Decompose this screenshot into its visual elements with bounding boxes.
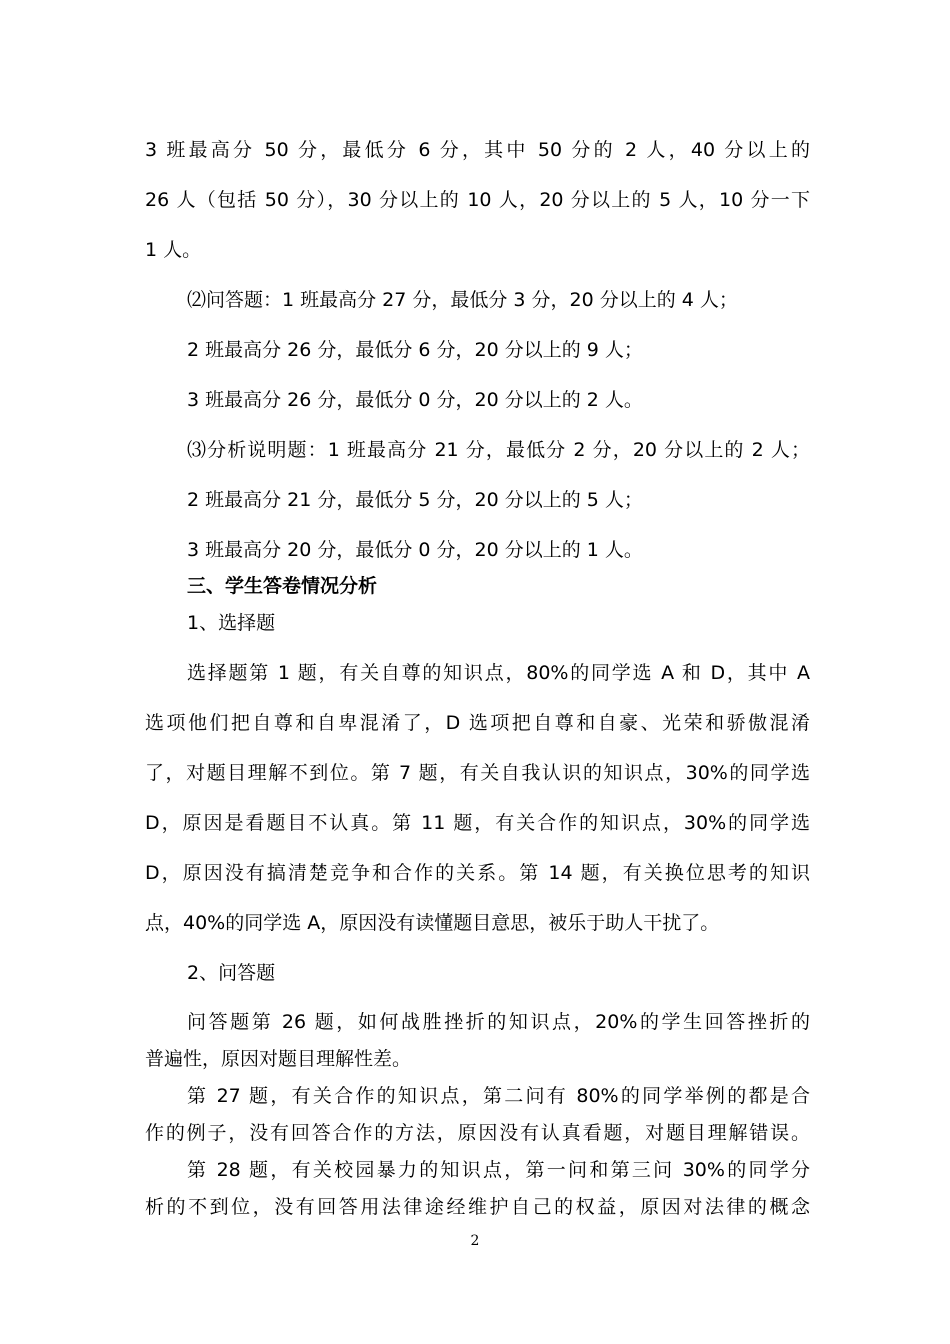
text-line-class3-choice: 3 班最高分 50 分，最低分 6 分，其中 50 分的 2 人，40 分以上的: [145, 139, 810, 161]
paragraph-q27-line-1: 第 27 题，有关合作的知识点，第二问有 80%的同学举例的都是合: [187, 1085, 810, 1107]
paragraph-choice-line-1: 选择题第 1 题，有关自尊的知识点，80%的同学选 A 和 D，其中 A: [187, 662, 810, 684]
paragraph-choice-line-3: 了，对题目理解不到位。第 7 题，有关自我认识的知识点，30%的同学选: [145, 762, 810, 784]
text-line-qa-class3: 3 班最高分 26 分，最低分 0 分，20 分以上的 2 人。: [187, 389, 643, 411]
paragraph-q28-line-1: 第 28 题，有关校园暴力的知识点，第一问和第三问 30%的同学分: [187, 1159, 810, 1181]
text-line-qa-class2: 2 班最高分 26 分，最低分 6 分，20 分以上的 9 人；: [187, 339, 643, 361]
paragraph-choice-line-2: 选项他们把自尊和自卑混淆了，D 选项把自尊和自豪、光荣和骄傲混淆: [145, 712, 810, 734]
text-line-class3-choice-cont: 26 人（包括 50 分），30 分以上的 10 人，20 分以上的 5 人，10 分一下: [145, 189, 810, 211]
paragraph-q28-line-2: 析的不到位，没有回答用法律途经维护自己的权益，原因对法律的概念: [145, 1196, 810, 1218]
paragraph-q26-line-2: 普遍性，原因对题目理解性差。: [145, 1048, 412, 1070]
text-line-qa-class1: ⑵问答题：1 班最高分 27 分，最低分 3 分，20 分以上的 4 人；: [187, 289, 738, 311]
text-line-analysis-class2: 2 班最高分 21 分，最低分 5 分，20 分以上的 5 人；: [187, 489, 643, 511]
paragraph-q26-line-1: 问答题第 26 题，如何战胜挫折的知识点，20%的学生回答挫折的: [187, 1011, 810, 1033]
text-line-analysis-class3: 3 班最高分 20 分，最低分 0 分，20 分以上的 1 人。: [187, 539, 643, 561]
text-line-class3-choice-end: 1 人。: [145, 239, 202, 261]
text-line-analysis-class1: ⑶分析说明题：1 班最高分 21 分，最低分 2 分，20 分以上的 2 人；: [187, 439, 810, 461]
subsection-heading-qa: 2、问答题: [187, 962, 276, 984]
page-number: 2: [470, 1233, 480, 1249]
section-heading: 三、学生答卷情况分析: [187, 575, 378, 597]
paragraph-q27-line-2: 作的例子，没有回答合作的方法，原因没有认真看题，对题目理解错误。: [145, 1122, 810, 1144]
paragraph-choice-line-4: D，原因是看题目不认真。第 11 题，有关合作的知识点，30%的同学选: [145, 812, 810, 834]
paragraph-choice-line-5: D，原因没有搞清楚竞争和合作的关系。第 14 题，有关换位思考的知识: [145, 862, 810, 884]
subsection-heading-choice: 1、选择题: [187, 612, 276, 634]
paragraph-choice-line-6: 点，40%的同学选 A，原因没有读懂题目意思，被乐于助人干扰了。: [145, 912, 720, 934]
